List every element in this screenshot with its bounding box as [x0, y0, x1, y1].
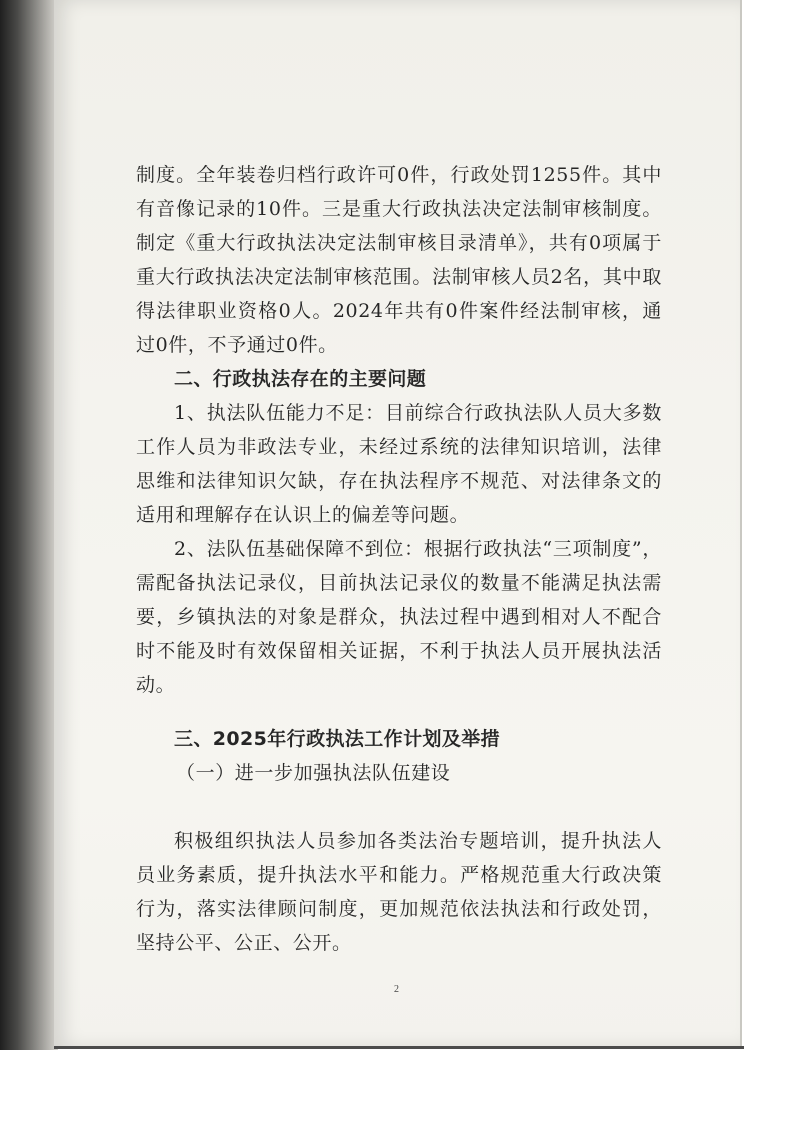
page-right-edge — [740, 0, 742, 1048]
document-body — [136, 158, 662, 960]
paragraph-problem-2: 2、法队伍基础保障不到位：根据行政执法“三项制度”，需配备执法记录仪，目前执法记录仪的数量不能满足执法需要，乡镇执法的对象是群众，执法过程中遇到相对人不配合时不能及时有效保留相关证据，不利于执法人员开展执法活动。 — [136, 538, 662, 696]
section-heading-problems: 二、行政执法存在的主要问题 — [174, 368, 427, 390]
paragraph-three-systems: 制度。全年装卷归档行政许可0件，行政处罚1255件。其中有音像记录的10件。三是重大行政执法决定法制审核制度。制定《重大行政执法决定法制审核目录清单》，共有0项属于重大行政执法决定法制审核范围。法制审核人员2名，其中取得法律职业资格0人。2024年共有0件案件经法制审核，通过0件，不予通过0件。 — [136, 164, 662, 356]
paragraph-problem-1: 1、执法队伍能力不足：目前综合行政执法队人员大多数工作人员为非政法专业，未经过系统的法律知识培训，法律思维和法律知识欠缺，存在执法程序不规范、对法律条文的适用和理解存在认识上的偏差等问题。 — [136, 402, 662, 526]
paragraph-plan-measures: 积极组织执法人员参加各类法治专题培训，提升执法人员业务素质，提升执法水平和能力。严格规范重大行政决策行为，落实法律顾问制度，更加规范依法执法和行政处罚，坚持公平、公正、公开。 — [136, 830, 662, 954]
section-heading-plan-2025: 三、2025年行政执法工作计划及举措 — [174, 728, 501, 750]
page-number: 2 — [394, 984, 399, 995]
page-left-shadow — [0, 0, 58, 1050]
page-bottom-edge — [54, 1046, 744, 1049]
subsection-heading-team: （一）进一步加强执法队伍建设 — [176, 762, 451, 784]
